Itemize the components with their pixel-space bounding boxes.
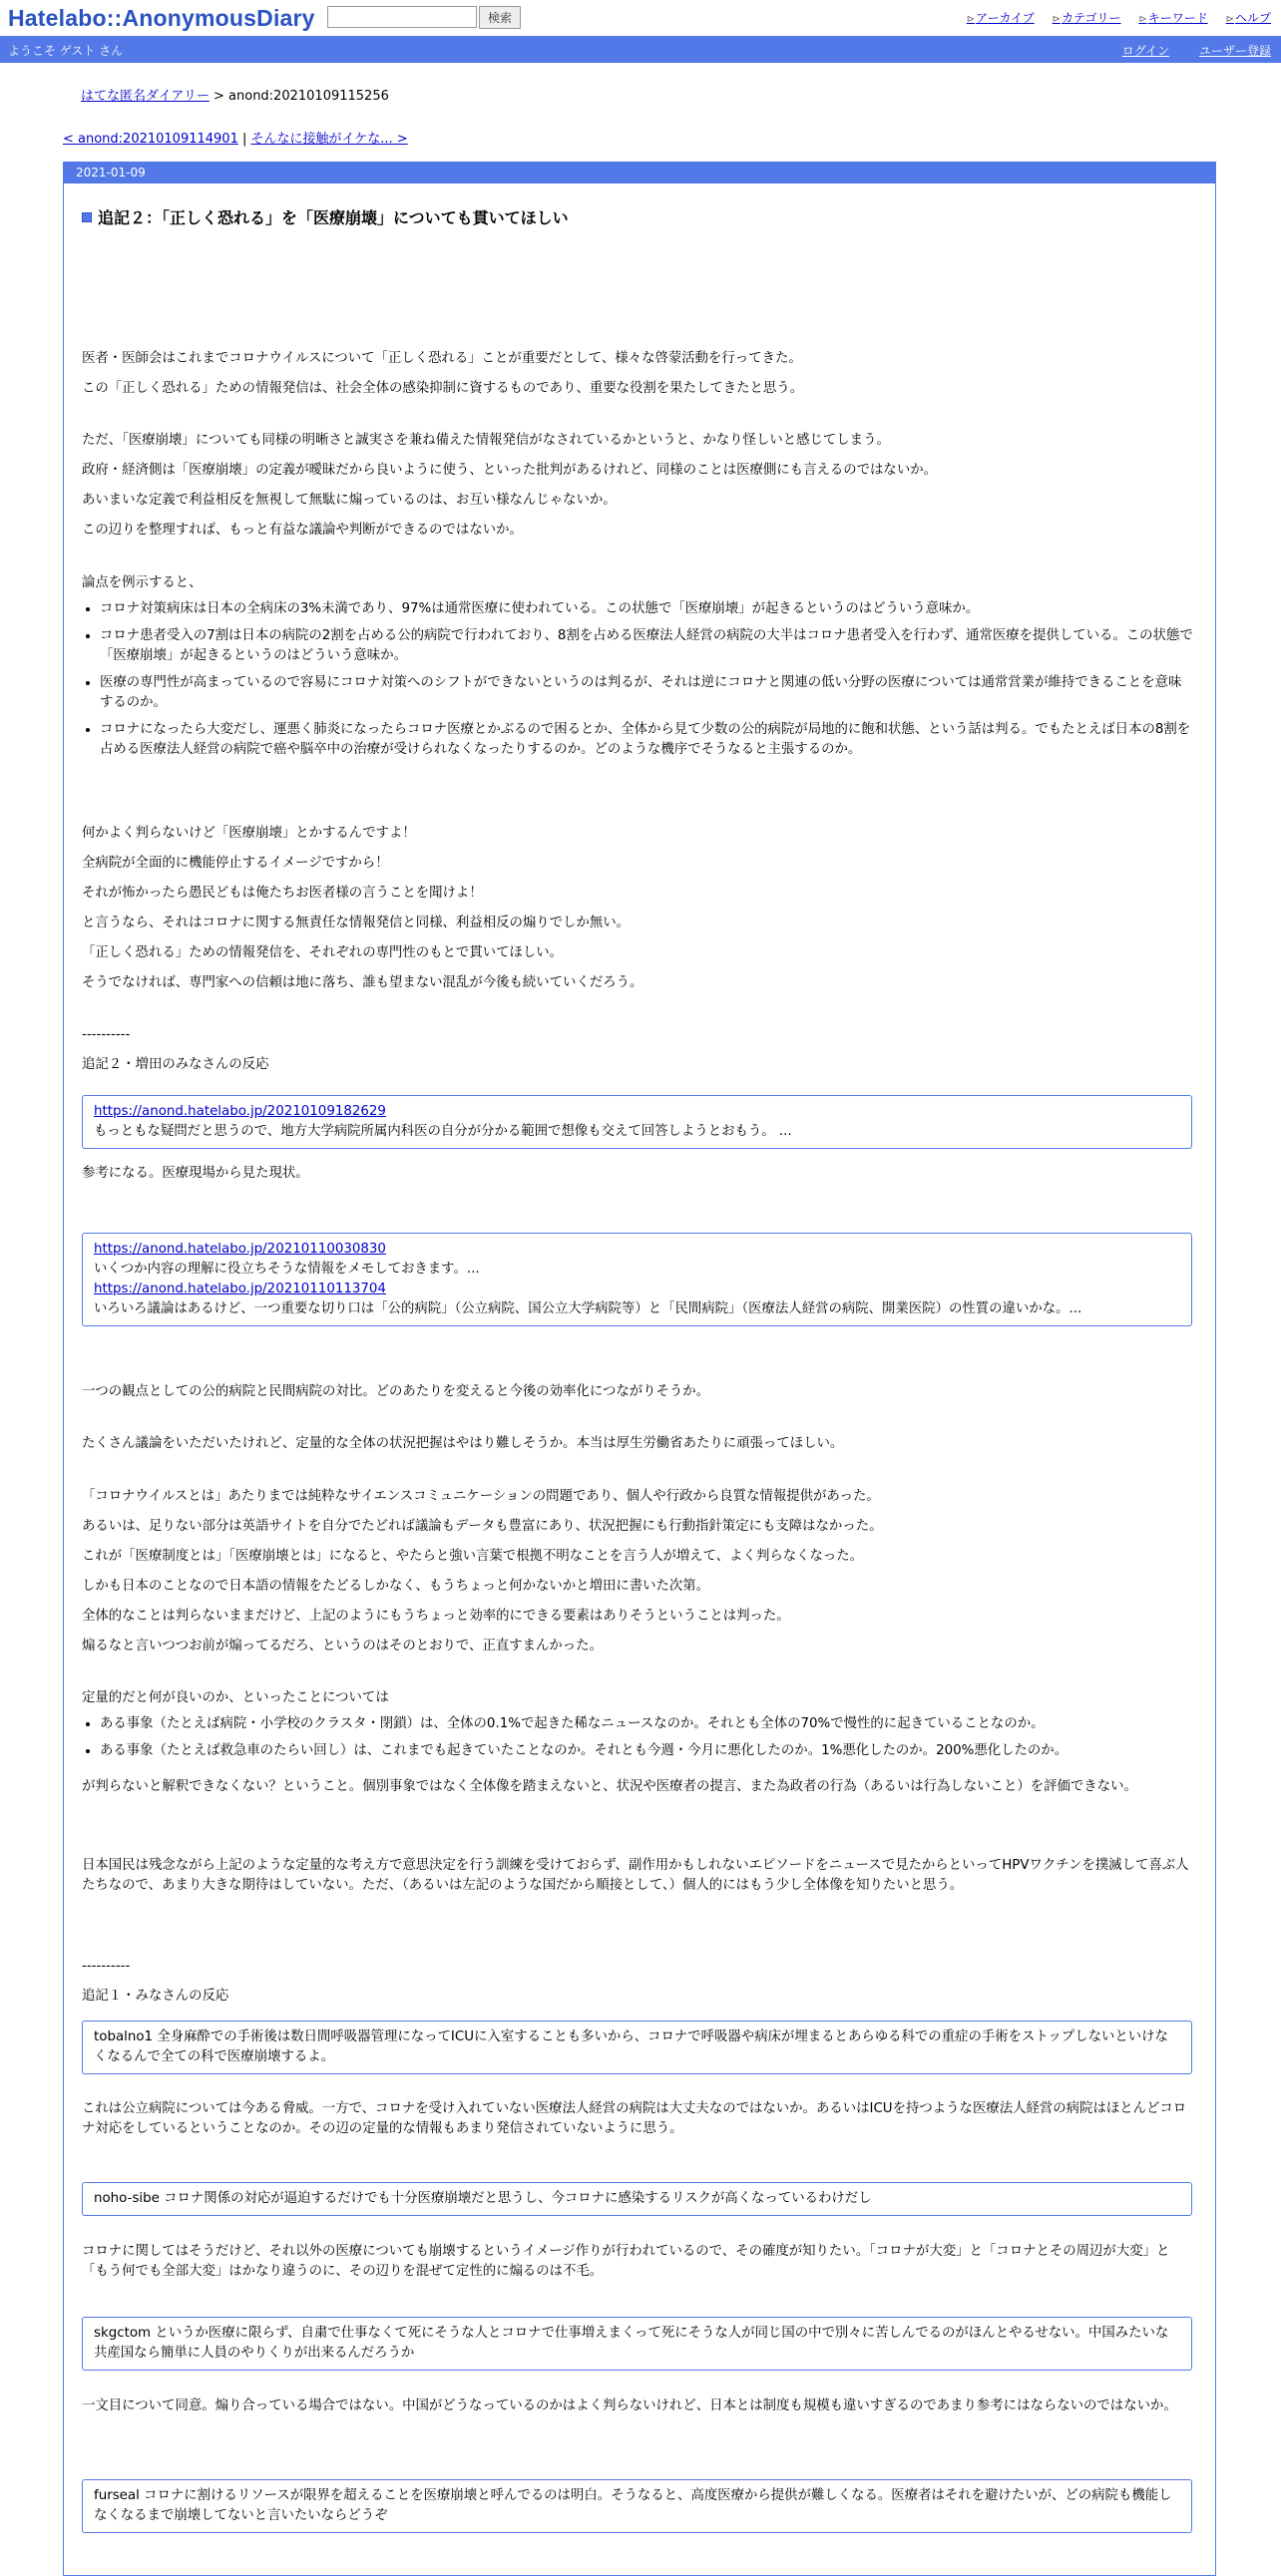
breadcrumb-separator: > (213, 89, 224, 104)
paragraph: しかも日本のことなので日本語の情報をたどるしかなく、もうちょっと何かないかと増田に書いた次第。 (82, 1579, 710, 1594)
user-bar (0, 36, 1281, 63)
keyword-link[interactable]: ⊳キーワード (1138, 11, 1208, 25)
quote-box (82, 2479, 1192, 2533)
section-heading: 追記１・みなさんの反応 (82, 1989, 229, 2004)
square-icon (82, 212, 92, 222)
section-heading: 追記２・増田のみなさんの反応 (82, 1057, 269, 1072)
breadcrumb (81, 85, 389, 104)
quote-link[interactable]: https://anond.hatelabo.jp/20210109182629 (94, 1104, 386, 1119)
quote-box (82, 2182, 1192, 2216)
arrow-icon: ⊳ (1225, 14, 1234, 25)
paragraph: が判らないと解釈できなくない？ということ。個別事象ではなく全体像を踏まえないと、状況や医療者の提言、また為政者の行為（あるいは行為しないこと）を評価できない。 (82, 1779, 1137, 1794)
quote-box (82, 1233, 1192, 1326)
paragraph: それが怖かったら愚民どもは俺たちお医者様の言うことを聞けよ！ (82, 886, 483, 901)
quote-text: もっともな疑問だと思うので、地方大学病院所属内科医の自分が分かる範囲で想像も交えて回答しようとおもう。 ... (94, 1124, 792, 1139)
quote-text: いろいろ議論はあるけど、一つ重要な切り口は「公的病院」（公立病院、国公立大学病院等）と「民間病院」（医療法人経営の病院、開業医院）の性質の違いかな。... (94, 1301, 1082, 1316)
quote-text: furseal コロナに割けるリソースが限界を超えることを医療崩壊と呼んでるのは明白。そうなると、高度医療から提供が難しくなる。医療者はそれを避けたいが、どの病院も機能しなくなるまで崩壊してないと言いたいならどうぞ (94, 2488, 1172, 2523)
prev-entry-link[interactable]: < anond:20210109114901 (63, 132, 238, 147)
login-link[interactable]: ログイン (1121, 44, 1170, 58)
search-button[interactable]: 検索 (479, 6, 521, 29)
paragraph: この「正しく恐れる」ための情報発信は、社会全体の感染抑制に資するものであり、重要な役割を果たしてきたと思う。 (82, 381, 804, 396)
top-header (0, 0, 1281, 36)
quote-text: いくつか内容の理解に役立ちそうな情報をメモしておきます。... (94, 1262, 480, 1277)
divider: ---------- (82, 1027, 131, 1042)
paragraph: と言うなら、それはコロナに関する無責任な情報発信と同様、利益相反の煽りでしか無い。 (82, 916, 631, 930)
quote-box (82, 2021, 1192, 2074)
quote-link[interactable]: https://anond.hatelabo.jp/20210110030830 (94, 1242, 386, 1257)
paragraph: ただ、「医療崩壊」についても同様の明晰さと誠実さを兼ね備えた情報発信がなされているかというと、かなり怪しいと感じてしまう。 (82, 433, 890, 448)
list-item: • ある事象（たとえば病院・小学校のクラスタ・閉鎖）は、全体の0.1%で起きた稀なニュースなのか。それとも全体の70%で慢性的に起きていることなのか。 (100, 1714, 1194, 1734)
paragraph: たくさん議論をいただいたけれど、定量的な全体の状況把握はやはり難しそうか。本当は厚生労働省あたりに頑張ってほしい。 (82, 1436, 844, 1451)
arrow-icon: ⊳ (1138, 14, 1147, 25)
pager-separator: | (242, 132, 247, 147)
welcome-text: ようこそ ゲスト さん (8, 44, 124, 58)
category-link[interactable]: ⊳カテゴリー (1052, 11, 1121, 25)
paragraph: 全病院が全面的に機能停止するイメージですから！ (82, 856, 389, 871)
paragraph: 「正しく恐れる」ための情報発信を、それぞれの専門性のもとで貫いてほしい。 (82, 945, 564, 960)
paragraph: 煽るなと言いつつお前が煽ってるだろ、というのはそのとおりで、正直すまんかった。 (82, 1639, 603, 1654)
paragraph: これは公立病院については今ある脅威。一方で、コロナを受け入れていない医療法人経営の病院は大丈夫なのではないか。あるいはICUを持つような医療法人経営の病院はほとんどコロナ対応をしているということなのか。その辺の定量的な情報もあまり発信されていないように思う。 (82, 2101, 1187, 2136)
paragraph: 「コロナウイルスとは」あたりまでは純粋なサイエンスコミュニケーションの問題であり、個人や行政から良質な情報提供があった。 (82, 1489, 880, 1504)
quote-text: skgctom というか医療に限らず、自粛で仕事なくて死にそうな人とコロナで仕事増えまくって死にそうな人が同じ国の中で別々に苦しんでるのがほんとやるせない。中国みたいな共産国なら簡単に人員のやりくりが出来るんだろうか (94, 2326, 1169, 2361)
search-input[interactable] (327, 6, 477, 28)
paragraph: これが「医療制度とは」「医療崩壊とは」になると、やたらと強い言葉で根拠不明なことを言う人が増えて、よく判らなくなった。 (82, 1549, 864, 1564)
paragraph: 政府・経済側は「医療崩壊」の定義が曖昧だから良いように使う、といった批判があるけれど、同様のことは医療側にも言えるのではないか。 (82, 463, 937, 478)
paragraph: 医者・医師会はこれまでコロナウイルスについて「正しく恐れる」ことが重要だとして、様々な啓蒙活動を行ってきた。 (82, 351, 802, 366)
paragraph: 日本国民は残念ながら上記のような定量的な考え方で意思決定を行う訓練を受けておらず、副作用かもしれないエピソードをニュースで見たからといってHPVワクチンを撲滅して喜ぶ人たちなので、あまり大きな期待はしていない。ただ、（あるいは左記のような国だから順接として、）個人的にはもう少し全体像を知りたいと思う。 (82, 1858, 1189, 1893)
next-entry-link[interactable]: そんなに接触がイケな... > (250, 132, 408, 147)
paragraph: 何かよく判らないけど「医療崩壊」とかするんですよ！ (82, 826, 416, 841)
quote-box (82, 2317, 1192, 2371)
list-item: • コロナ患者受入の7割は日本の病院の2割を占める公的病院で行われており、8割を占める医療法人経営の病院の大半はコロナ患者受入を行わず、通常医療を提供している。この状態で「医療崩壊」が起きるというのはどういう意味か。 (100, 626, 1194, 666)
paragraph: 論点を例示すると、 (82, 575, 203, 590)
paragraph: 定量的だと何が良いのか、といったことについては (82, 1690, 389, 1705)
day-section (63, 162, 1216, 2576)
paragraph: そうでなければ、専門家への信頼は地に落ち、誰も望まない混乱が今後も続いていくだろう。 (82, 975, 643, 990)
user-links (1096, 42, 1271, 59)
site-logo[interactable]: Hatelabo::AnonymousDiary (8, 5, 315, 31)
breadcrumb-home-link[interactable]: はてな匿名ダイアリー (81, 89, 210, 104)
entry-title[interactable]: 追記２：「正しく恐れる」を「医療崩壊」についても貫いてほしい (82, 205, 569, 228)
divider: ---------- (82, 1959, 131, 1974)
arrow-icon: ⊳ (966, 14, 976, 25)
quote-text: tobalno1 全身麻酔での手術後は数日間呼吸器管理になってICUに入室することも多いから、コロナで呼吸器や病床が埋まるとあらゆる科での重症の手術をストップしないといけなくなるんで全ての科で医療崩壊するよ。 (94, 2029, 1168, 2064)
list-item: • ある事象（たとえば救急車のたらい回し）は、これまでも起きていたことなのか。それとも今週・今月に悪化したのか。1%悪化したのか。200%悪化したのか。 (100, 1741, 1194, 1761)
paragraph: あるいは、足りない部分は英語サイトを自分でたどれば議論もデータも豊富にあり、状況把握にも行動指針策定にも支障はなかった。 (82, 1519, 883, 1534)
bullet-list (82, 599, 1194, 767)
paragraph: 一文目について同意。煽り合っている場合ではない。中国がどうなっているのかはよく判らないけれど、日本とは制度も規模も違いすぎるのであまり参考にはならないのではないか。 (82, 2398, 1177, 2413)
day-date: 2021-01-09 (64, 162, 1215, 184)
register-link[interactable]: ユーザー登録 (1198, 44, 1271, 58)
quote-text: noho-sibe コロナ関係の対応が逼迫するだけでも十分医療崩壊だと思うし、今コロナに感染するリスクが高くなっているわけだし (94, 2191, 872, 2206)
paragraph: この辺りを整理すれば、もっと有益な議論や判断ができるのではないか。 (82, 523, 523, 538)
paragraph: あいまいな定義で利益相反を無視して無駄に煽っているのは、お互い様なんじゃないか。 (82, 493, 617, 508)
entry-pager (63, 128, 408, 147)
bullet-list (82, 1714, 1194, 1768)
quote-link[interactable]: https://anond.hatelabo.jp/20210110113704 (94, 1282, 386, 1296)
archive-link[interactable]: ⊳アーカイブ (966, 11, 1035, 25)
paragraph: 全体的なことは判らないままだけど、上記のようにもうちょっと効率的にできる要素はありそうということは判った。 (82, 1609, 790, 1624)
list-item: • 医療の専門性が高まっているので容易にコロナ対策へのシフトができないというのは判るが、それは逆にコロナと関連の低い分野の医療については通常営業が維持できることを意味するのか。 (100, 673, 1194, 713)
breadcrumb-current: anond:20210109115256 (228, 89, 389, 104)
quote-box (82, 1095, 1192, 1149)
header-nav (953, 9, 1271, 26)
list-item: • コロナ対策病床は日本の全病床の3%未満であり、97%は通常医療に使われている。この状態で「医療崩壊」が起きるというのはどういう意味か。 (100, 599, 1194, 619)
list-item: • コロナになったら大変だし、運悪く肺炎になったらコロナ医療とかぶるので困るとか、全体から見て少数の公的病院が局地的に飽和状態、という話は判る。でもたとえば日本の8割を占める医療法人経営の病院で癌や脳卒中の治療が受けられなくなったりするのか。どのような機序でそうなると主張するのか。 (100, 720, 1194, 760)
help-link[interactable]: ⊳ヘルプ (1225, 11, 1271, 25)
paragraph: 参考になる。医療現場から見た現状。 (82, 1166, 309, 1181)
paragraph: 一つの観点としての公的病院と民間病院の対比。どのあたりを変えると今後の効率化につながりそうか。 (82, 1384, 710, 1399)
paragraph: コロナに関してはそうだけど、それ以外の医療についても崩壊するというイメージ作りが行われているので、その確度が知りたい。「コロナが大変」と「コロナとその周辺が大変」と「もう何でも全部大変」はかなり違うのに、その辺りを混ぜて定性的に煽るのは不毛。 (82, 2244, 1170, 2279)
arrow-icon: ⊳ (1052, 14, 1061, 25)
